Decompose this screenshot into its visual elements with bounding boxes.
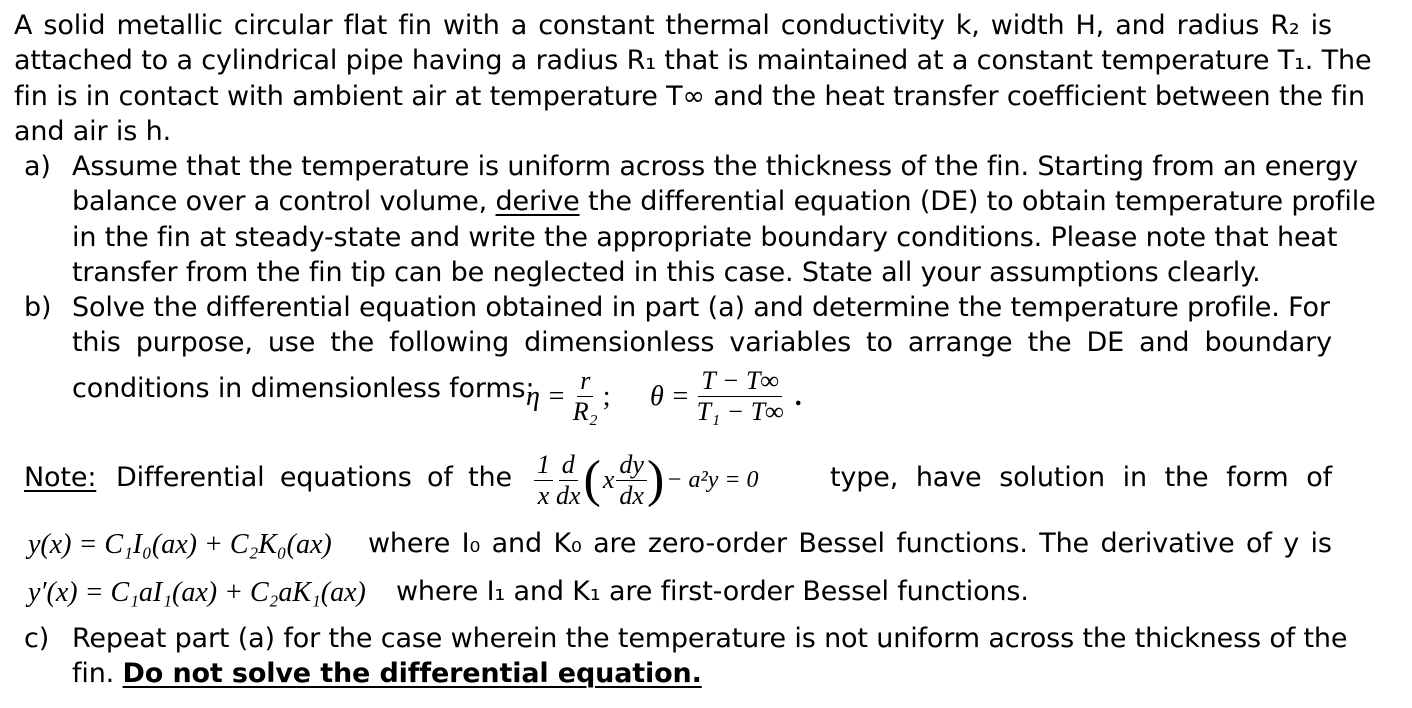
eta-lhs: η = <box>526 380 566 412</box>
part-b-line-2-word: this <box>72 327 121 358</box>
intro-line-1-word: flat <box>343 10 388 41</box>
derivative-text: where I₁ and K₁ are first-order Bessel functions. <box>396 576 1029 607</box>
de-tail: − a²y = 0 <box>666 466 759 493</box>
part-c-line-1: Repeat part (a) for the case wherein the temperature is not uniform across the thickness of the <box>72 623 1348 654</box>
note-pre-word: equations <box>279 462 412 493</box>
de-right-paren: ) <box>646 451 665 508</box>
note-pre-word: of <box>427 462 453 493</box>
note-post-word: in <box>1122 462 1147 493</box>
intro-line-1-word: a <box>510 10 528 41</box>
derivative-equation: y′(x) = C₁aI₁(ax) + C₂aK₁(ax) <box>28 577 366 608</box>
solution-text-word: is <box>1310 528 1332 559</box>
intro-line-3: fin is in contact with ambient air at temperature T∞ and the heat transfer coefficient between the fin <box>14 81 1365 112</box>
part-c-line-2 <box>72 657 702 691</box>
de-frac-3-num: dy <box>616 452 647 481</box>
solution-text <box>368 527 1332 561</box>
part-b-line-1: Solve the differential equation obtained in part (a) and determine the temperature profile. For <box>72 292 1330 323</box>
eta-fraction <box>570 368 601 425</box>
part-b-marker: b) <box>24 292 52 323</box>
intro-line-1-word: constant <box>538 10 655 41</box>
eta-numerator: r <box>577 368 593 397</box>
theta-fraction <box>694 368 787 425</box>
solution-text-word: functions. <box>896 528 1028 559</box>
part-b-line-2 <box>72 326 1332 360</box>
solution-text-word: and <box>491 528 542 559</box>
part-b-line-2-word: boundary <box>1204 327 1332 358</box>
part-a-line-1: Assume that the temperature is uniform across the thickness of the fin. Starting from an energy <box>72 151 1358 182</box>
intro-line-1-word: thermal <box>665 10 770 41</box>
de-left-paren: ( <box>583 451 601 508</box>
part-b-line-2-word: and <box>1139 327 1190 358</box>
de-frac-2-den: dx <box>556 480 581 510</box>
de-frac-1-den: x <box>537 480 550 510</box>
intro-line-4: and air is h. <box>14 116 172 147</box>
part-b-line-2-word: arrange <box>907 327 1013 358</box>
intro-line-1-word: fin <box>398 10 432 41</box>
note-post-word: of <box>1306 462 1332 493</box>
solution-text-word: Bessel <box>798 528 885 559</box>
note-post-word: the <box>1164 462 1209 493</box>
note-post-word: form <box>1226 462 1289 493</box>
solution-text-word: The <box>1039 528 1090 559</box>
eta-denominator: R₂ <box>572 397 598 426</box>
part-a-line-4: transfer from the fin tip can be neglected in this case. State all your assumptions clearly. <box>72 257 1261 288</box>
de-frac-1-num: 1 <box>534 452 553 481</box>
part-c-line-2-pre: fin. <box>72 658 115 689</box>
de-frac-3-den: dx <box>619 480 644 510</box>
part-b-line-2-word: the <box>330 327 375 358</box>
part-a-line-2-pre: balance over a control volume, <box>72 186 488 217</box>
part-b-line-2-word: the <box>1027 327 1072 358</box>
part-b-line-2-word: variables <box>729 327 852 358</box>
theta-lhs: θ = <box>650 380 690 412</box>
part-b-line-2-word: following <box>389 327 510 358</box>
part-b-line-3: conditions in dimensionless forms: <box>72 373 535 404</box>
solution-text-word: y <box>1283 528 1300 559</box>
theta-numerator: T − T∞ <box>698 368 782 397</box>
intro-line-1-word: k, <box>955 10 980 41</box>
intro-line-1-word: H, <box>1075 10 1105 41</box>
part-b-line-2-word: purpose, <box>135 327 253 358</box>
do-not-solve-emphasis: Do not solve the differential equation. <box>122 658 702 689</box>
solution-text-word: K₀ <box>553 528 582 559</box>
de-frac-3 <box>616 449 647 510</box>
intro-line-1-word: metallic <box>116 10 223 41</box>
note-pre-word: Differential <box>116 462 265 493</box>
de-frac-2-num: d <box>559 452 578 481</box>
intro-line-1-word: width <box>990 10 1065 41</box>
part-a-line-3: in the fin at steady-state and write the appropriate boundary conditions. Please note that heat <box>72 222 1338 253</box>
intro-line-2: attached to a cylindrical pipe having a radius R₁ that is maintained at a constant temperature T₁. The <box>14 45 1372 76</box>
part-b-line-2-word: DE <box>1086 327 1125 358</box>
derive-emphasis: derive <box>495 186 580 217</box>
de-frac-1 <box>534 449 553 510</box>
solution-text-word: where <box>368 528 451 559</box>
solution-text-word: are <box>593 528 637 559</box>
intro-line-1-word: A <box>14 10 33 41</box>
solution-text-word: I₀ <box>461 528 481 559</box>
intro-line-1-word: solid <box>43 10 106 41</box>
intro-line-1-word: circular <box>233 10 333 41</box>
part-b-line-2-word: dimensionless <box>524 327 715 358</box>
de-frac-2 <box>553 449 584 510</box>
theta-definition <box>650 368 802 425</box>
part-c-marker: c) <box>24 623 50 654</box>
differential-equation <box>534 447 759 513</box>
intro-line-1 <box>14 9 1332 43</box>
note-post-word: type, <box>830 462 899 493</box>
note-label <box>24 461 96 495</box>
note-post-word: have <box>915 462 982 493</box>
solution-equation: y(x) = C₁I₀(ax) + C₂K₀(ax) <box>28 529 332 560</box>
de-x: x <box>602 465 615 494</box>
eta-separator: ; <box>602 380 611 412</box>
intro-line-1-word: radius <box>1176 10 1260 41</box>
solution-text-word: derivative <box>1100 528 1235 559</box>
solution-text-word: of <box>1246 528 1272 559</box>
eta-definition <box>526 368 611 425</box>
part-a-line-2 <box>72 185 1376 219</box>
note-post-text <box>830 461 1332 495</box>
solution-text-word: zero-order <box>647 528 787 559</box>
intro-line-1-word: and <box>1115 10 1166 41</box>
part-a-line-2-post: the differential equation (DE) to obtain temperature profile <box>588 186 1376 217</box>
intro-line-1-word: conductivity <box>780 10 945 41</box>
part-b-line-2-word: use <box>267 327 316 358</box>
intro-line-1-word: with <box>442 10 500 41</box>
intro-line-1-word: R₂ <box>1270 10 1300 41</box>
part-a-marker: a) <box>24 151 51 182</box>
theta-period: . <box>794 380 802 412</box>
note-label-text: Note: <box>24 462 97 493</box>
note-post-word: solution <box>999 462 1105 493</box>
theta-denominator: T₁ − T∞ <box>696 397 784 426</box>
note-pre-text <box>116 461 512 495</box>
note-pre-word: the <box>468 462 512 493</box>
intro-line-1-word: is <box>1310 10 1332 41</box>
part-b-line-2-word: to <box>866 327 893 358</box>
